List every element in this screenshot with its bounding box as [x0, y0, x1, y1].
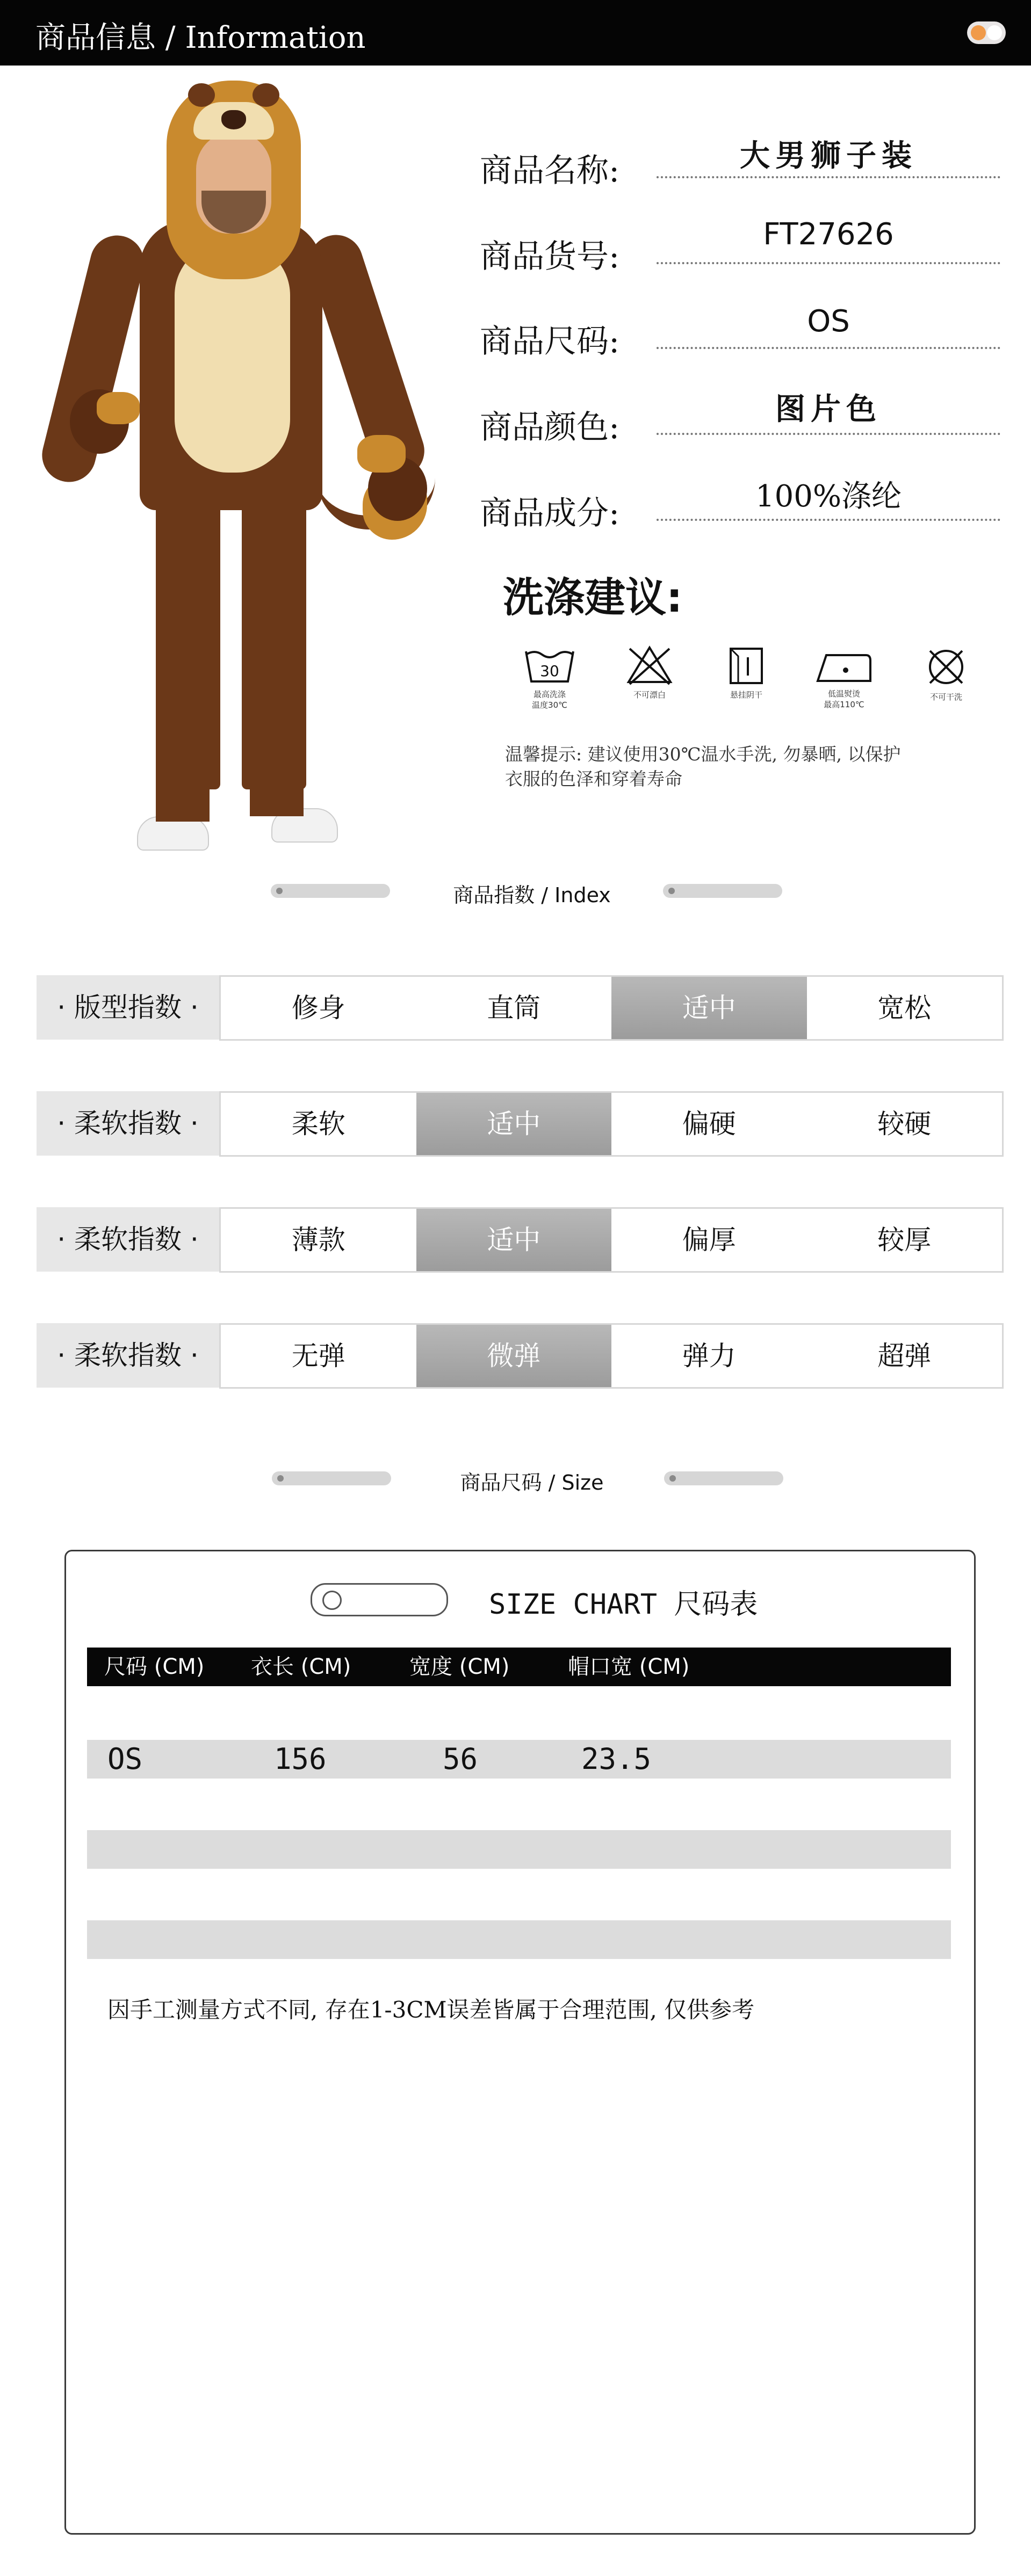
- divider-pill-left: [271, 884, 390, 898]
- info-line-material: [657, 519, 1000, 521]
- low-iron-caption-2: 最高110℃: [824, 700, 864, 709]
- index-option: 较厚: [877, 1224, 932, 1256]
- info-value-sku: FT27626: [763, 217, 894, 252]
- size-chart-card: [64, 1550, 976, 2535]
- no-dry-clean-icon: [917, 647, 976, 702]
- washing-title: 洗涤建议:: [503, 574, 683, 621]
- care-tip-line-2: 衣服的色泽和穿着寿命: [505, 768, 682, 789]
- index-label: · 柔软指数 ·: [37, 1207, 219, 1272]
- size-section-title: 商品尺码 / Size: [460, 1471, 604, 1494]
- right-ankle: [250, 779, 304, 816]
- table-cell: 156: [274, 1742, 327, 1776]
- size-col-header: 帽口宽 (CM): [568, 1655, 690, 1679]
- index-option: 弹力: [682, 1340, 736, 1372]
- left-cuff: [97, 392, 140, 424]
- index-option-selected: 适中: [416, 1093, 612, 1155]
- table-cell: OS: [107, 1742, 143, 1776]
- size-table-header: [87, 1648, 951, 1686]
- index-label: · 柔软指数 ·: [37, 1091, 219, 1156]
- index-option-selected: 适中: [611, 977, 807, 1039]
- index-option: 较硬: [877, 1108, 932, 1140]
- index-option: 柔软: [291, 1108, 345, 1140]
- index-label: · 版型指数 ·: [37, 975, 219, 1040]
- index-option-selected: 适中: [416, 1209, 612, 1271]
- index-option: 偏硬: [682, 1108, 736, 1140]
- toggle-knob-white: [987, 25, 1002, 40]
- index-option: 薄款: [291, 1224, 345, 1256]
- index-row-softness: [37, 1091, 1004, 1156]
- index-row-thickness: [37, 1207, 1004, 1272]
- info-line-color: [657, 433, 1000, 435]
- index-option: 直筒: [487, 992, 541, 1024]
- index-option: 超弹: [877, 1340, 932, 1372]
- wash-30-caption-1: 最高洗涤: [533, 690, 566, 699]
- no-bleach-caption: 不可漂白: [633, 690, 666, 700]
- toggle-knob-orange: [971, 25, 986, 40]
- size-col-header: 尺码 (CM): [104, 1655, 205, 1679]
- low-iron-icon: [814, 650, 874, 710]
- table-row: [87, 1830, 951, 1869]
- measurement-note: 因手工测量方式不同, 存在1-3CM误差皆属于合理范围, 仅供参考: [107, 1997, 755, 2023]
- toggle-switch-icon[interactable]: [967, 21, 1006, 44]
- size-col-header: 宽度 (CM): [409, 1655, 510, 1679]
- table-cell: 56: [443, 1742, 478, 1776]
- index-option: 宽松: [877, 992, 932, 1024]
- page-title: 商品信息 / Information: [35, 20, 366, 55]
- left-ankle: [156, 784, 210, 822]
- info-value-name: 大男狮子装: [740, 139, 917, 173]
- hood-nose: [221, 110, 246, 129]
- size-chart-pill-dot: [322, 1591, 342, 1610]
- table-cell: 23.5: [581, 1742, 652, 1776]
- index-option-selected: 微弹: [416, 1325, 612, 1387]
- info-value-material: 100%涤纶: [755, 479, 902, 514]
- left-ear: [188, 83, 215, 107]
- table-row: [87, 1740, 951, 1779]
- info-label-size: 商品尺码:: [480, 323, 620, 360]
- info-label-material: 商品成分:: [480, 495, 620, 532]
- index-options: [219, 1091, 1004, 1157]
- index-section-title: 商品指数 / Index: [453, 883, 611, 907]
- index-options: [219, 1323, 1004, 1389]
- info-line-size: [657, 347, 1000, 349]
- no-dry-clean-caption: 不可干洗: [929, 692, 962, 702]
- product-photo: [64, 81, 457, 875]
- index-row-elasticity: [37, 1323, 1004, 1388]
- index-option: 偏厚: [682, 1224, 736, 1256]
- costume-right-leg: [242, 489, 306, 789]
- hang-dry-caption: 悬挂阴干: [730, 690, 762, 700]
- care-tip: [505, 742, 989, 792]
- no-bleach-icon: [620, 644, 679, 700]
- costume-left-leg: [156, 489, 220, 789]
- index-option: 无弹: [291, 1340, 345, 1372]
- right-cuff: [357, 435, 406, 473]
- info-label-sku: 商品货号:: [480, 238, 620, 275]
- index-option: 修身: [291, 992, 345, 1024]
- wash-temp-number: 30: [540, 662, 559, 680]
- divider-pill-left: [272, 1471, 391, 1485]
- care-tip-line-1: 温馨提示: 建议使用30℃温水手洗, 勿暴晒, 以保护: [505, 744, 901, 765]
- wash-30-caption-2: 温度30℃: [532, 700, 567, 710]
- info-value-color: 图片色: [775, 392, 882, 427]
- size-col-header: 衣长 (CM): [251, 1655, 351, 1679]
- info-label-color: 商品颜色:: [480, 409, 620, 446]
- size-chart-title: SIZE CHART 尺码表: [489, 1588, 758, 1621]
- table-row: [87, 1920, 951, 1959]
- info-line-name: [657, 176, 1000, 178]
- wash-30-icon: [520, 647, 579, 710]
- info-value-size: OS: [807, 304, 850, 339]
- info-label-name: 商品名称:: [480, 152, 620, 190]
- divider-pill-right: [664, 1471, 783, 1485]
- index-row-fit: [37, 975, 1004, 1040]
- right-ear: [253, 83, 279, 107]
- low-iron-caption-1: 低温熨烫: [827, 689, 860, 699]
- divider-pill-right: [663, 884, 782, 898]
- info-line-sku: [657, 262, 1000, 264]
- hang-dry-shade-icon: [717, 647, 776, 700]
- index-options: [219, 1207, 1004, 1273]
- index-options: [219, 975, 1004, 1041]
- index-label: · 柔软指数 ·: [37, 1323, 219, 1388]
